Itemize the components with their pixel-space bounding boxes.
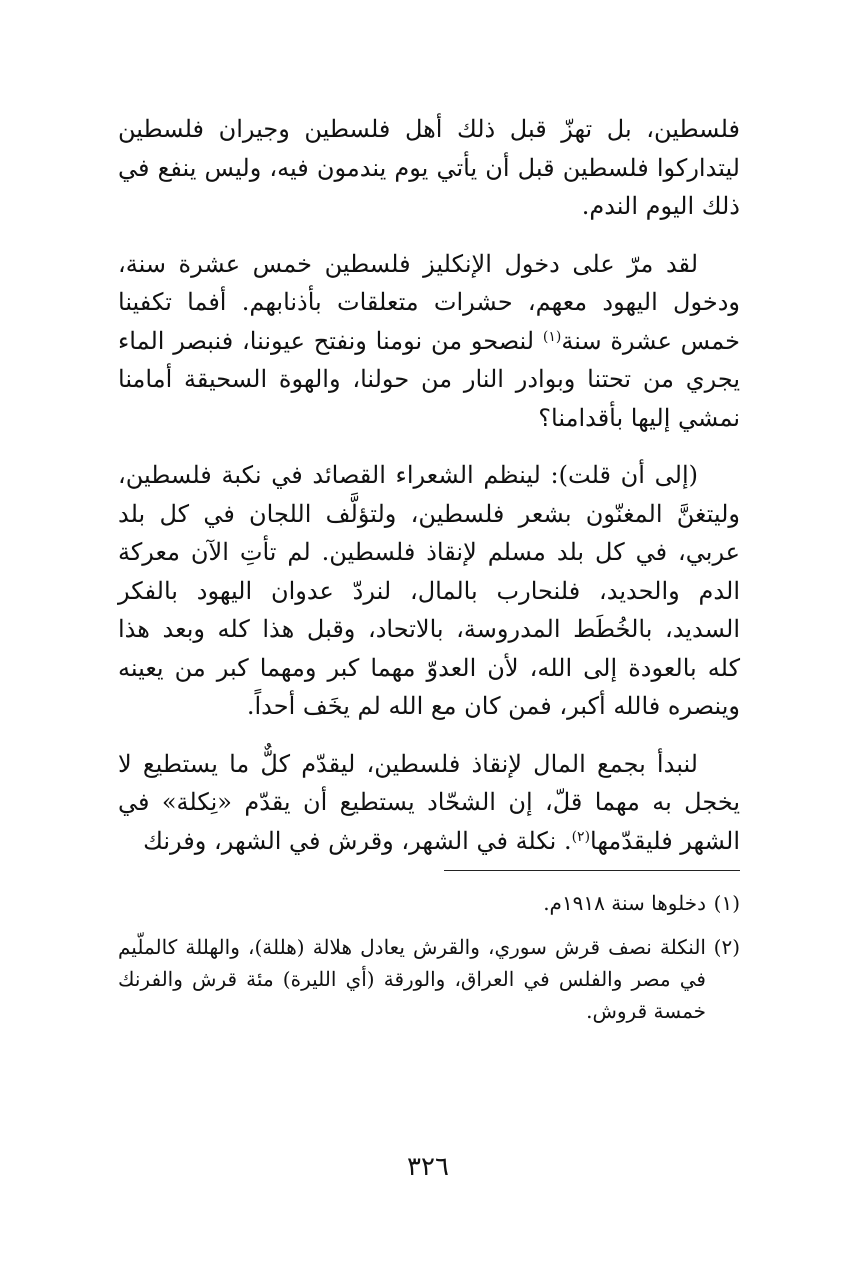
footnote-ref-1[interactable]: (١) xyxy=(542,328,562,345)
spacer xyxy=(118,871,740,887)
footnote-2 xyxy=(118,931,740,1027)
paragraph-2-text-a: لقد مرّ على دخول الإنكليز فلسطين خمس عشرة سنة، ودخول اليهود معهم، حشرات متعلقات بأذنابهم. أفما تكفينا خمس عشرة سنة xyxy=(118,249,740,355)
paragraph-2 xyxy=(118,245,740,438)
page-body xyxy=(118,110,740,1039)
footnote-2-text: النكلة نصف قرش سوري، والقرش يعادل هلالة (هللة)، والهللة كالملّيم في مصر والفلس في العراق، والورقة (أي الليرة) مئة قرش والفرنك خمسة قروش. xyxy=(118,935,706,1023)
paragraph-3: (إلى أن قلت): لينظم الشعراء القصائد في نكبة فلسطين، وليتغنَّ المغنّون بشعر فلسطين، ولتؤلَّف اللجان في كل بلد عربي، في كل بلد مسلم لإنقاذ فلسطين. لم تأتِ الآن معركة الدم والحديد، فلنحارب بالمال، لنردّ عدوان اليهود بالفكر السديد، بالخُطَط المدروسة، بالاتحاد، وقبل هذا كله وبعد هذا كله بالعودة إلى الله، لأن العدوّ مهما كبر ومهما كبر من يعينه وينصره فالله أكبر، فمن كان مع الله لم يخَف أحداً. xyxy=(118,461,741,720)
footnote-2-number: (٢) xyxy=(713,935,740,959)
footnote-1-text: دخلوها سنة ١٩١٨م. xyxy=(543,891,706,915)
page-number: ٣٢٦ xyxy=(407,1152,449,1182)
paragraph-2-text-b: لنصحو من نومنا ونفتح عيوننا، فنبصر الماء يجري من تحتنا وبوادر النار من حولنا، والهوة السحيقة أمامنا نمشي إليها بأقدامنا؟ xyxy=(118,326,740,432)
paragraph-4-text-b: . نكلة في الشهر، وقرش في الشهر، وفرنك xyxy=(143,826,572,855)
footnote-ref-2[interactable]: (٢) xyxy=(571,828,591,845)
footnote-1-number: (١) xyxy=(713,891,740,915)
paragraph-1: فلسطين، بل تهزّ قبل ذلك أهل فلسطين وجيران فلسطين ليتداركوا فلسطين قبل أن يأتي يوم يندمون فيه، وليس ينفع في ذلك اليوم الندم. xyxy=(118,115,740,220)
paragraph-4 xyxy=(118,745,740,861)
footnote-1 xyxy=(118,887,740,919)
paragraph-4-text-a: لنبدأ بجمع المال لإنقاذ فلسطين، ليقدّم كلٌّ ما يستطيع لا يخجل به مهما قلّ، إن الشحّاد يستطيع أن يقدّم «نِكلة» في الشهر فليقدّمها xyxy=(118,749,740,855)
footnote-divider xyxy=(444,870,740,871)
